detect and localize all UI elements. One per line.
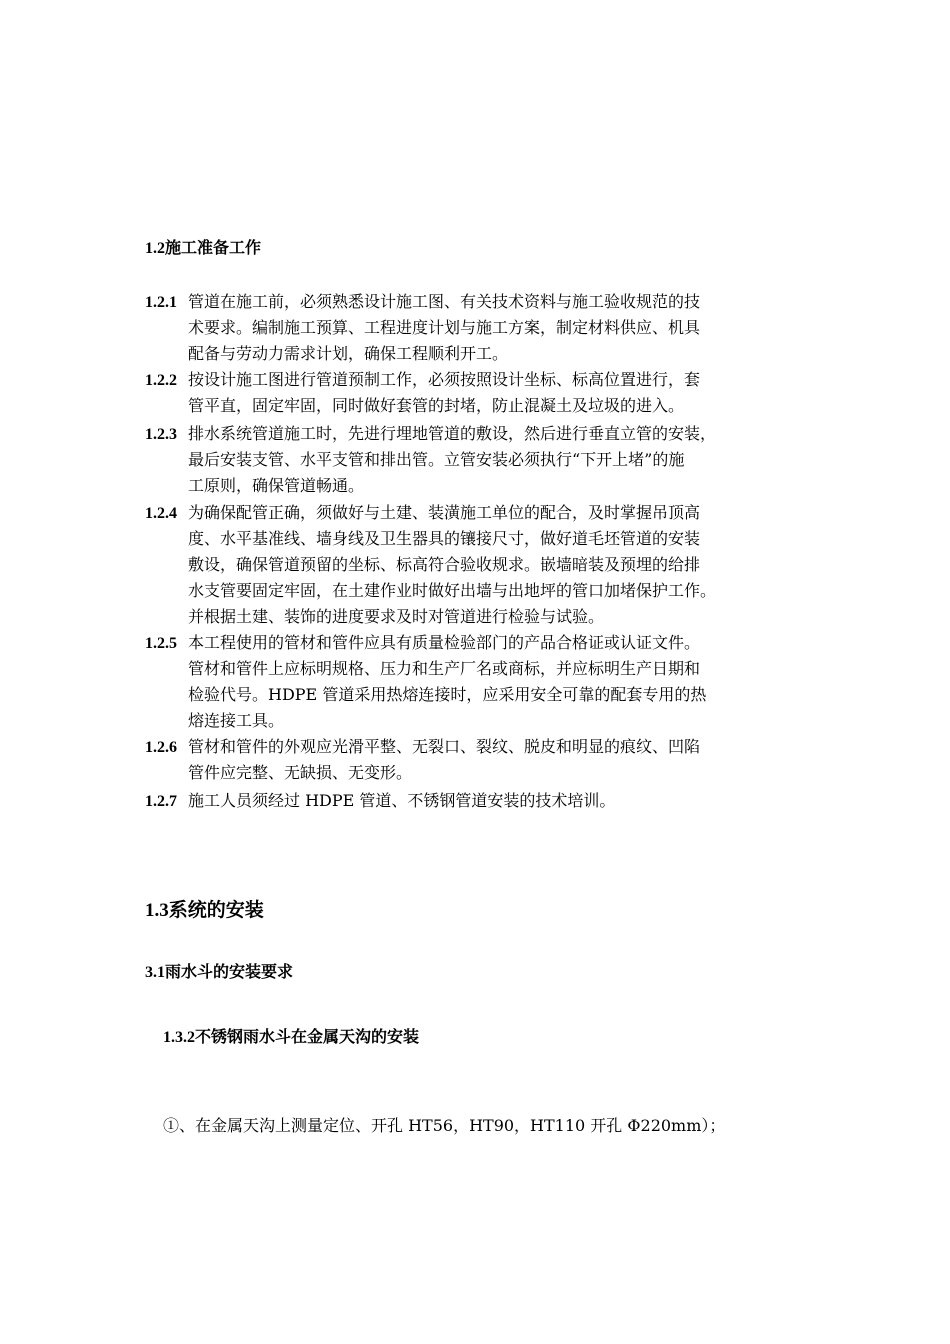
list-item-1-2-5 [145,630,825,734]
item-number: 1.2.7 [145,793,177,810]
list-item-1-2-4 [145,500,825,630]
item-text-line: 管平直，固定牢固，同时做好套管的封堵，防止混凝土及垃圾的进入。 [188,396,685,415]
section-number: 3.1 [145,964,165,981]
item-text-line: 管材和管件上应标明规格、压力和生产厂名或商标，并应标明生产日期和 [188,659,701,678]
item-text-line: 检验代号。HDPE 管道采用热熔连接时，应采用安全可靠的配套专用的热 [188,685,707,704]
step-1-text: ①、在金属天沟上测量定位、开孔 HT56，HT90，HT110 开孔 Φ220mm）； [163,1116,726,1135]
section-number: 1.3.2 [163,1029,195,1046]
section-number: 1.2 [145,240,165,257]
item-text-line: 敷设，确保管道预留的坐标、标高符合验收规求。嵌墙暗装及预埋的给排 [188,555,701,574]
item-text-line: 本工程使用的管材和管件应具有质量检验部门的产品合格证或认证文件。 [188,633,701,652]
list-item-1-2-2 [145,367,825,419]
item-number: 1.2.4 [145,505,177,522]
item-text-line: 施工人员须经过 HDPE 管道、不锈钢管道安装的技术培训。 [188,791,616,810]
section-heading-3-1 [145,962,293,983]
item-text-line: 管材和管件的外观应光滑平整、无裂口、裂纹、脱皮和明显的痕纹、凹陷 [188,737,701,756]
item-text-line: 为确保配管正确，须做好与土建、装潢施工单位的配合，及时掌握吊顶高 [188,503,701,522]
item-number: 1.2.3 [145,426,177,443]
section-title: 施工准备工作 [165,238,262,257]
item-text-line: 管道在施工前，必须熟悉设计施工图、有关技术资料与施工验收规范的技 [188,292,701,311]
item-text-line: 熔连接工具。 [188,711,285,730]
section-heading-1-3 [145,898,264,923]
section-title: 系统的安装 [168,899,264,921]
section-heading-1-2 [145,238,261,259]
item-number: 1.2.1 [145,294,177,311]
list-item-1-2-6 [145,734,825,786]
item-text-line: 排水系统管道施工时，先进行埋地管道的敷设，然后进行垂直立管的安装， [188,424,717,443]
item-text-line: 术要求。编制施工预算、工程进度计划与施工方案，制定材料供应、机具 [188,318,701,337]
item-text-line: 配备与劳动力需求计划，确保工程顺利开工。 [188,344,509,363]
section-title: 雨水斗的安装要求 [165,962,294,981]
item-number: 1.2.6 [145,739,177,756]
item-text-line: 按设计施工图进行管道预制工作，必须按照设计坐标、标高位置进行，套 [188,370,701,389]
item-number: 1.2.5 [145,635,177,652]
item-text-line: 水支管要固定牢固，在土建作业时做好出墙与出地坪的管口加堵保护工作。 [188,581,717,600]
section-heading-1-3-2 [163,1027,419,1048]
section-number: 1.3 [145,900,169,921]
item-text-line: 度、水平基准线、墙身线及卫生器具的镶接尺寸，做好道毛坯管道的安装 [188,529,701,548]
item-text-line: 管件应完整、无缺损、无变形。 [188,763,413,782]
section-title: 不锈钢雨水斗在金属天沟的安装 [195,1027,420,1046]
list-item-1-2-7 [145,788,825,814]
item-text-line: 并根据土建、装饰的进度要求及时对管道进行检验与试验。 [188,607,605,626]
list-item-1-2-1 [145,289,825,367]
item-text-line: 工原则，确保管道畅通。 [188,476,365,495]
list-item-1-2-3 [145,421,825,499]
item-text-line: 最后安装支管、水平支管和排出管。立管安装必须执行“下开上堵”的施 [188,450,685,469]
item-number: 1.2.2 [145,372,177,389]
